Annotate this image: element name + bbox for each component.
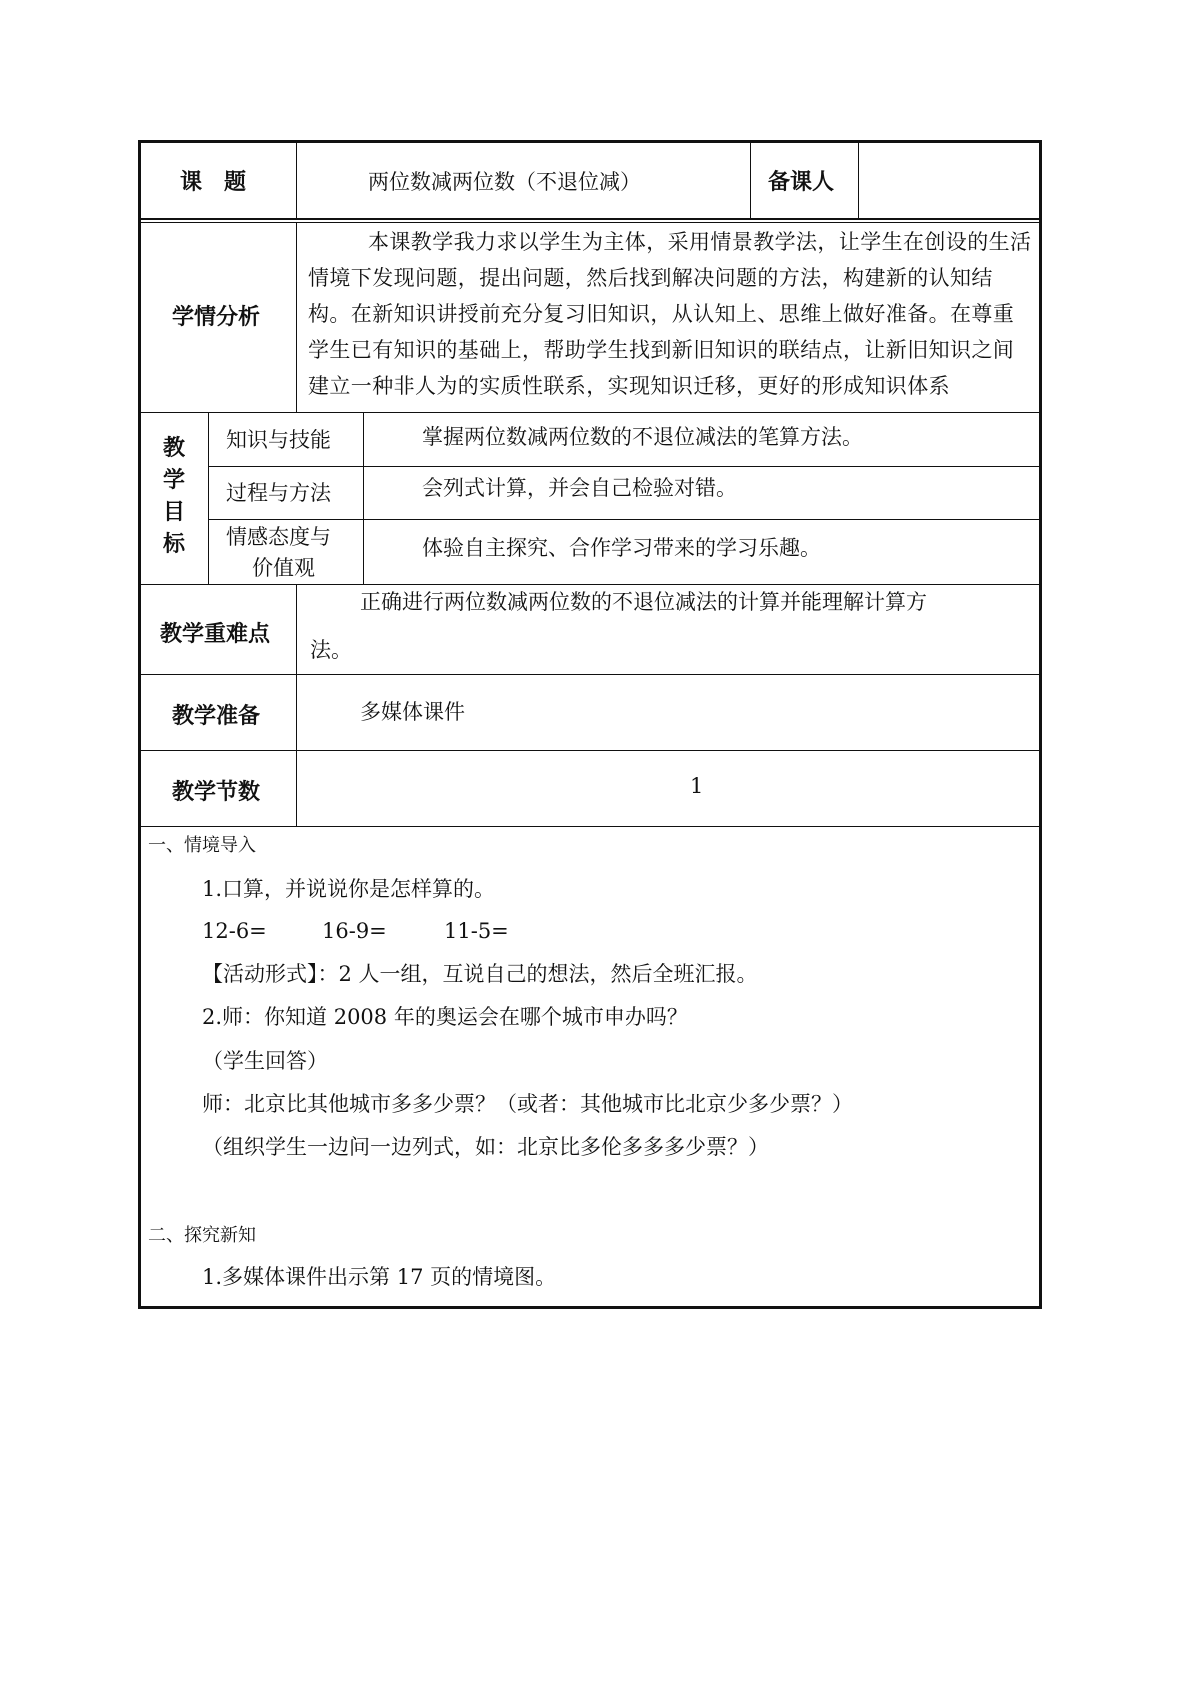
s1-eq-1: 12-6= [202,919,267,943]
row-divider-analysis [141,412,1039,413]
keypoints-text-line2: 法。 [310,638,352,662]
col-divider-header-3 [858,143,859,218]
objective-knowledge-label: 知识与技能 [226,428,331,452]
col-divider-objectives-1 [208,413,209,584]
preparation-text: 多媒体课件 [360,700,465,724]
s1-line-6: 师：北京比其他城市多多少票？（或者：其他城市比北京少多少票？） [202,1092,853,1116]
periods-value: 1 [690,774,704,798]
objective-emotion-label-2: 价值观 [252,556,315,580]
s1-line-1: 1.口算，并说说你是怎样算的。 [202,877,496,901]
col-divider-analysis [296,223,297,412]
col-divider-header-1 [296,143,297,218]
s2-line-1: 1.多媒体课件出示第 17 页的情境图。 [202,1265,557,1289]
analysis-label: 学情分析 [172,305,261,330]
s1-line-4: 2.师：你知道 2008 年的奥运会在哪个城市申办吗？ [202,1005,688,1029]
objectives-label-char-4: 标 [163,532,186,557]
s1-line-5: （学生回答） [202,1049,328,1073]
section-2-title: 二、探究新知 [148,1225,256,1246]
col-divider-lower [296,585,297,826]
row-divider-objective-2 [208,519,1039,520]
objective-process-label: 过程与方法 [226,481,331,505]
objectives-label-char-2: 学 [163,468,186,493]
objectives-label-char-1: 教 [163,436,186,461]
row-divider-objective-1 [208,466,1039,467]
objective-knowledge-text: 掌握两位数减两位数的不退位减法的笔算方法。 [422,425,863,449]
preparation-label: 教学准备 [172,704,261,729]
s1-eq-3: 11-5= [444,919,509,943]
s1-eq-2: 16-9= [322,919,387,943]
topic-value: 两位数减两位数（不退位减） [368,170,641,194]
objective-emotion-text: 体验自主探究、合作学习带来的学习乐趣。 [422,536,821,560]
keypoints-label: 教学重难点 [160,622,271,647]
row-divider-header-double [141,222,1039,223]
col-divider-objectives-2 [363,413,364,584]
row-divider-keypoints [141,674,1039,675]
objective-process-text: 会列式计算，并会自己检验对错。 [422,476,737,500]
row-divider-header [141,218,1039,220]
s1-line-7: （组织学生一边问一边列式，如：北京比多伦多多多少票？） [202,1135,769,1159]
row-divider-preparation [141,750,1039,751]
keypoints-text-line1: 正确进行两位数减两位数的不退位减法的计算并能理解计算方 [360,590,927,614]
periods-label: 教学节数 [172,780,261,805]
analysis-text: 本课教学我力求以学生为主体，采用情景教学法，让学生在创设的生活情境下发现问题，提出问题，然后找到解决问题的方法，构建新的认知结构。在新知识讲授前充分复习旧知识，从认知上、思维上做好准备。在尊重学生已有知识的基础上，帮助学生找到新旧知识的联结点，让新旧知识之间建立一种非人为的实质性联系，实现知识迁移，更好的形成知识体系 [308,230,1032,398]
col-divider-header-2 [750,143,751,218]
s1-line-3: 【活动形式】：2 人一组，互说自己的想法，然后全班汇报。 [202,962,758,986]
row-divider-objectives [141,584,1039,585]
section-1-title: 一、情境导入 [148,835,256,856]
row-divider-periods [141,826,1039,827]
topic-label: 课 题 [180,170,247,195]
objective-emotion-label-1: 情感态度与 [226,525,331,549]
objectives-label-char-3: 目 [163,500,186,525]
preparer-label: 备课人 [768,170,835,195]
